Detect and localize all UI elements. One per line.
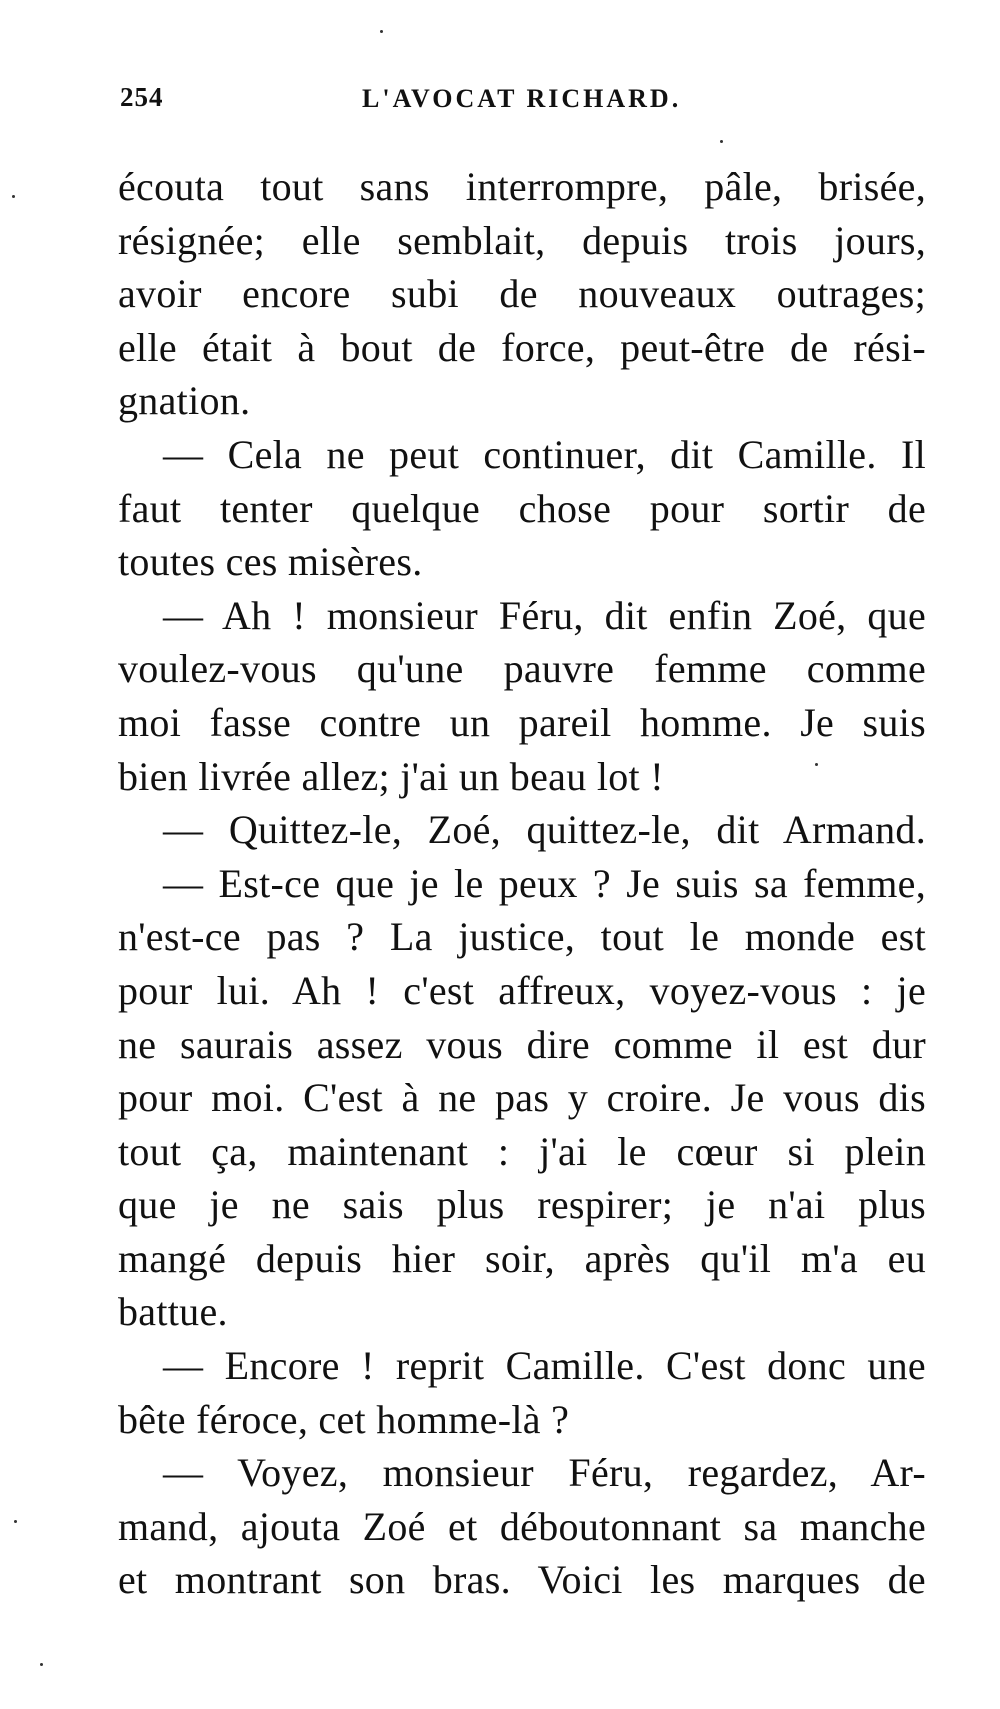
print-speck <box>12 195 15 198</box>
text-line: ne saurais assez vous dire comme il est dur <box>118 1021 926 1067</box>
running-title: L'AVOCAT RICHARD. <box>362 84 682 113</box>
text-line: pour moi. C'est à ne pas y croire. Je vous dis <box>118 1075 926 1121</box>
text-line: — Est-ce que je le peux ? Je suis sa femme, <box>163 860 926 906</box>
text-line: voulez-vous qu'une pauvre femme comme <box>118 646 926 692</box>
text-line: bête féroce, cet homme-là ? <box>118 1396 570 1442</box>
text-line: — Voyez, monsieur Féru, regardez, Ar- <box>163 1450 926 1496</box>
body-text <box>118 160 926 1607</box>
text-line: moi fasse contre un pareil homme. Je suis <box>118 699 926 745</box>
text-line: toutes ces misères. <box>118 539 423 585</box>
page-number: 254 <box>120 82 164 112</box>
text-line: battue. <box>118 1289 228 1335</box>
text-line: mand, ajouta Zoé et déboutonnant sa manche <box>118 1503 926 1549</box>
text-line: écouta tout sans interrompre, pâle, brisée, <box>118 164 926 209</box>
running-head <box>120 82 710 122</box>
text-line: tout ça, maintenant : j'ai le cœur si plein <box>118 1128 926 1174</box>
print-speck <box>40 1663 43 1666</box>
text-line: — Quittez-le, Zoé, quittez-le, dit Armand. <box>163 807 926 853</box>
text-line: gnation. <box>118 378 251 424</box>
print-speck <box>815 763 818 766</box>
text-line: avoir encore subi de nouveaux outrages; <box>118 271 926 317</box>
text-line: mangé depuis hier soir, après qu'il m'a eu <box>118 1235 926 1281</box>
text-line: — Encore ! reprit Camille. C'est donc une <box>163 1343 926 1389</box>
text-line: — Cela ne peut continuer, dit Camille. Il <box>163 431 926 477</box>
print-speck <box>380 30 383 33</box>
text-line: que je ne sais plus respirer; je n'ai plus <box>118 1182 926 1228</box>
text-line: et montrant son bras. Voici les marques de <box>118 1557 926 1603</box>
print-speck <box>14 1520 17 1523</box>
text-line: résignée; elle semblait, depuis trois jours, <box>118 217 926 263</box>
text-line: pour lui. Ah ! c'est affreux, voyez-vous : je <box>118 967 926 1013</box>
text-line: n'est-ce pas ? La justice, tout le monde est <box>118 914 926 960</box>
text-line: bien livrée allez; j'ai un beau lot ! <box>118 753 664 799</box>
text-line: faut tenter quelque chose pour sortir de <box>118 485 926 531</box>
text-line: — Ah ! monsieur Féru, dit enfin Zoé, que <box>163 592 926 638</box>
text-line: elle était à bout de force, peut-être de rési- <box>118 324 926 370</box>
print-speck <box>720 140 723 143</box>
